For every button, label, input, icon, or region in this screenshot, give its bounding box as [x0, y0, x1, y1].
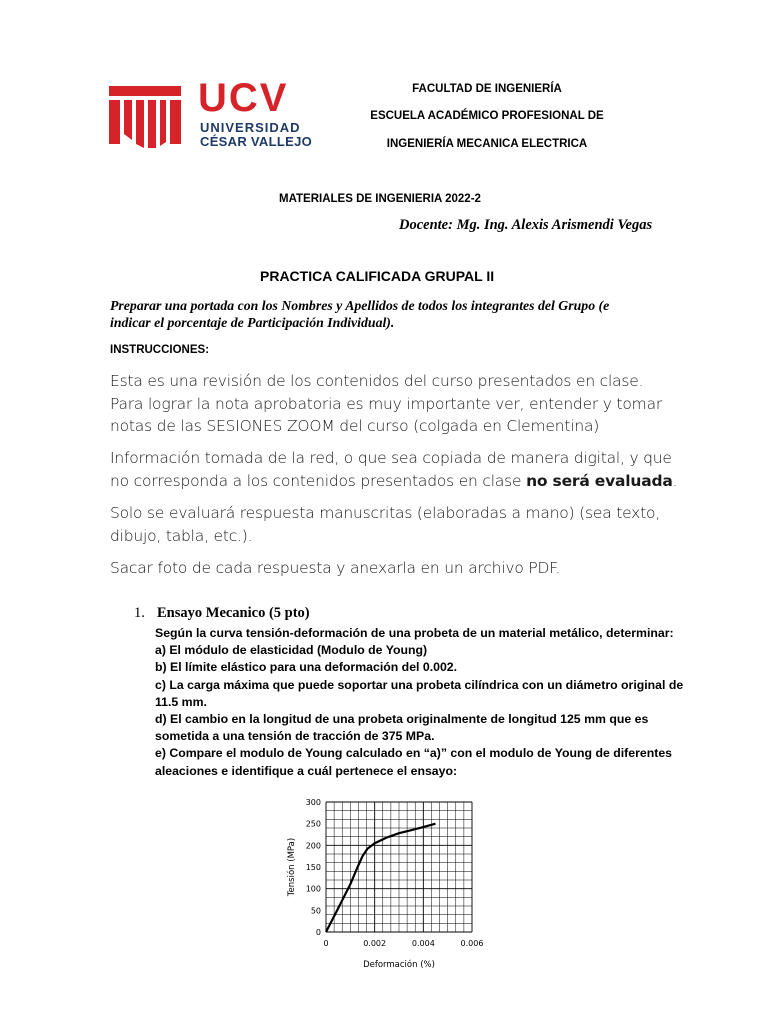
- question-line: a) El módulo de elasticidad (Modulo de Young): [155, 643, 428, 658]
- question-line: Según la curva tensión-deformación de una probeta de un material metálico, determinar:: [155, 626, 674, 640]
- logo-line2: CÉSAR VALLEJO: [200, 134, 313, 149]
- question-line: c) La carga máxima que puede soportar una probeta cilíndrica con un diámetro original de: [155, 677, 684, 692]
- stress-strain-chart: [280, 790, 500, 975]
- paragraph-line: Información tomada de la red, o que sea copiada de manera digital, y que: [110, 449, 672, 467]
- y-tick-label: 150: [305, 863, 321, 872]
- paragraph-line: dibujo, tabla, etc.).: [110, 526, 253, 545]
- paragraph-line: Para lograr la nota aprobatoria es muy importante ver, entender y tomar: [110, 394, 663, 413]
- x-tick-label: 0.002: [363, 939, 387, 948]
- x-tick-label: 0.006: [460, 939, 484, 948]
- question-line: d) El cambio en la longitud de una probeta originalmente de longitud 125 mm que es: [155, 712, 649, 727]
- x-axis-label: Deformación (%): [363, 960, 435, 970]
- paragraph-line: [110, 470, 710, 493]
- paragraph-4: [110, 557, 710, 580]
- x-tick-label: 0.004: [411, 939, 435, 948]
- paragraph-line: Esta es una revisión de los contenidos del curso presentados en clase.: [110, 372, 644, 390]
- logo-name: UCV: [198, 76, 289, 120]
- intro-line-2: indicar el porcentaje de Participación Individual).: [110, 314, 395, 330]
- x-tick-label: 0: [323, 939, 329, 948]
- intro-text: [110, 298, 609, 331]
- paragraph-3: [110, 502, 710, 547]
- paragraph-2: [110, 447, 710, 492]
- school-heading: ESCUELA ACADÉMICO PROFESIONAL DE: [370, 110, 604, 122]
- paragraph-text: no corresponda a los contenidos presentados en clase: [110, 471, 527, 490]
- page-title: PRACTICA CALIFICADA GRUPAL II: [260, 268, 495, 284]
- program-heading: INGENIERÍA MECANICA ELECTRICA: [386, 138, 588, 150]
- instructions-heading: INSTRUCCIONES:: [110, 344, 210, 356]
- y-tick-label: 100: [305, 884, 321, 894]
- question-line: sometida a una tensión de tracción de 375 MPa.: [155, 729, 435, 744]
- university-logo: [108, 76, 318, 152]
- y-tick-label: 0: [315, 928, 321, 937]
- question-line: b) El límite elástico para una deformación del 0.002.: [155, 660, 458, 675]
- paragraph-line: Solo se evaluará respuesta manuscritas (elaboradas a mano) (sea texto,: [110, 504, 661, 522]
- question-body: [155, 625, 735, 780]
- paragraph-line: notas de las SESIONES ZOOM del curso (colgada en Clementina): [110, 417, 600, 435]
- y-tick-label: 50: [310, 906, 321, 916]
- paragraph-text: .: [672, 471, 678, 490]
- y-tick-label: 200: [305, 841, 321, 851]
- question-line: e) Compare el modulo de Young calculado en “a)” con el modulo de Young de diferentes: [155, 746, 672, 761]
- faculty-heading: FACULTAD DE INGENIERÍA: [412, 83, 562, 95]
- question-title: Ensayo Mecanico (5 pto): [157, 605, 310, 621]
- logo-line1: UNIVERSIDAD: [200, 120, 301, 135]
- emphasis-text: no será evaluada: [526, 471, 673, 490]
- teacher-name: Docente: Mg. Ing. Alexis Arismendi Vegas: [399, 217, 653, 233]
- paragraph-1: [110, 370, 710, 438]
- y-axis-label: Tensión (MPa): [287, 837, 297, 897]
- paragraph-line: Sacar foto de cada respuesta y anexarla en un archivo PDF.: [110, 559, 561, 577]
- question-line: 11.5 mm.: [155, 694, 207, 709]
- intro-line-1: Preparar una portada con los Nombres y Apellidos de todos los integrantes del Grupo (e: [110, 298, 610, 313]
- question-line: aleaciones e identifique a cuál pertenece el ensayo:: [155, 763, 458, 778]
- course-name: MATERIALES DE INGENIERIA 2022-2: [279, 193, 481, 205]
- question-number: 1.: [134, 605, 145, 621]
- y-tick-label: 300: [305, 798, 321, 807]
- y-tick-label: 250: [305, 819, 321, 829]
